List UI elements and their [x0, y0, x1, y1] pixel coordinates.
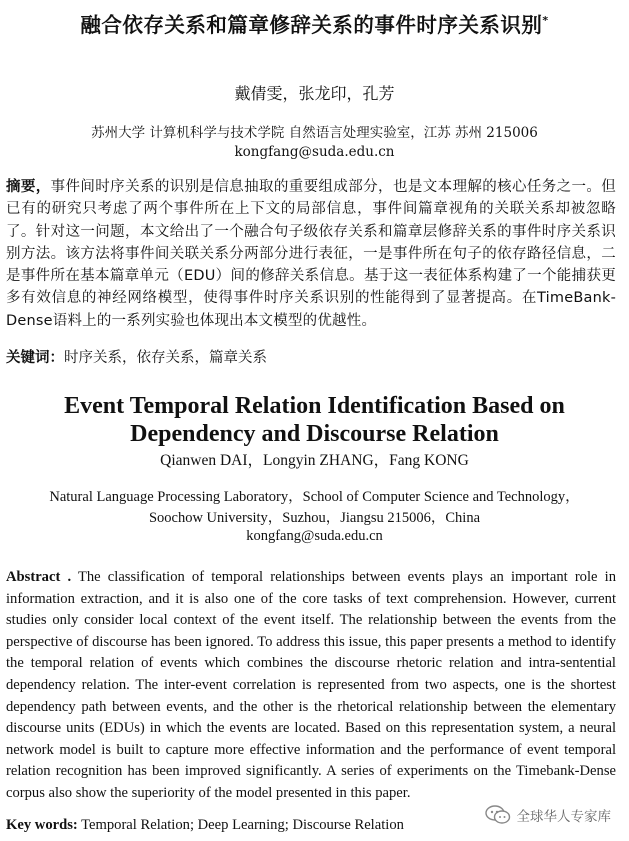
chinese-title-text: 融合依存关系和篇章修辞关系的事件时序关系识别 [80, 13, 543, 37]
english-title-line2: Dependency and Discourse Relation [130, 421, 499, 447]
chinese-keywords-text: 时序关系，依存关系，篇章关系 [64, 350, 267, 366]
chinese-abstract-text: 事件间时序关系的识别是信息抽取的重要组成部分，也是文本理解的核心任务之一。但已有的研究只考虑了两个事件所在上下文的局部信息，事件间篇章视角的关联关系却被忽略了。针对这一问题，本文给出了一个融合句子级依存关系和篇章层修辞关系的事件时序关系识别方法。该方法将事件间关联关系分两部分进行表征，一是事件所在句子的依存路径信息，二是事件所在基本篇章单元（EDU）间的修辞关系信息。基于这一表征体系构建了一个能捕获更多有效信息的神经网络模型，使得事件时序关系识别的性能得到了显著提高。在TimeBank-Dense语料上的一系列实验也体现出本文模型的优越性。 [6, 179, 616, 329]
english-authors: Qianwen DAI，Longyin ZHANG，Fang KONG [160, 452, 469, 469]
chinese-keywords-label: 关键词： [6, 350, 64, 366]
english-abstract [6, 567, 616, 805]
english-keywords [6, 817, 404, 834]
chinese-abstract [6, 176, 616, 332]
chinese-keywords [6, 346, 267, 367]
chinese-affiliation: 苏州大学 计算机科学与技术学院 自然语言处理实验室，江苏 苏州 215006 [91, 125, 538, 141]
wechat-icon [485, 805, 511, 825]
english-affiliation [0, 487, 629, 528]
english-keywords-label: Key words: [6, 817, 78, 833]
english-email[interactable]: kongfang@suda.edu.cn [246, 528, 383, 544]
english-abstract-label: Abstract . [6, 569, 72, 585]
watermark-text: 全球华人专家库 [516, 809, 611, 825]
chinese-abstract-label: 摘要， [6, 179, 51, 195]
chinese-authors: 戴倩雯，张龙印，孔芳 [234, 84, 395, 103]
watermark [485, 805, 612, 825]
english-abstract-text: The classification of temporal relationships between events plays an important role in information extraction, and it is also one of the core tasks of text comprehension. However, current studies only consider local context of the event itself. The relationship between the events from the perspective of discourse has been ignored. To address this issue, this paper presents a method to identify the temporal relation of events which combines the discourse rhetoric relation and intra-sentential dependency relation. The inter-event correlation is represented from two aspects, one is the shortest dependency path between events, and the other is the rhetorical relationship between the elementary discourse units (EDUs) in which the events are located. Based on this representation system, a neural network model is built to capture more effective information and the performance of event temporal relation recognition has been improved significantly. A series of experiments on the Timebank-Dense corpus also show the superiority of the model presented in this paper. [6, 569, 616, 801]
title-footnote-mark: * [542, 14, 549, 28]
english-keywords-text: Temporal Relation; Deep Learning; Discourse Relation [77, 817, 404, 833]
chinese-email[interactable]: kongfang@suda.edu.cn [234, 144, 395, 160]
chinese-title [0, 8, 629, 38]
english-title-line1: Event Temporal Relation Identification Based on [64, 393, 565, 419]
english-title [0, 392, 629, 448]
english-affiliation-line1: Natural Language Processing Laboratory，School of Computer Science and Technology， [49, 489, 580, 505]
english-affiliation-line2: Soochow University，Suzhou，Jiangsu 215006，China [148, 509, 481, 526]
